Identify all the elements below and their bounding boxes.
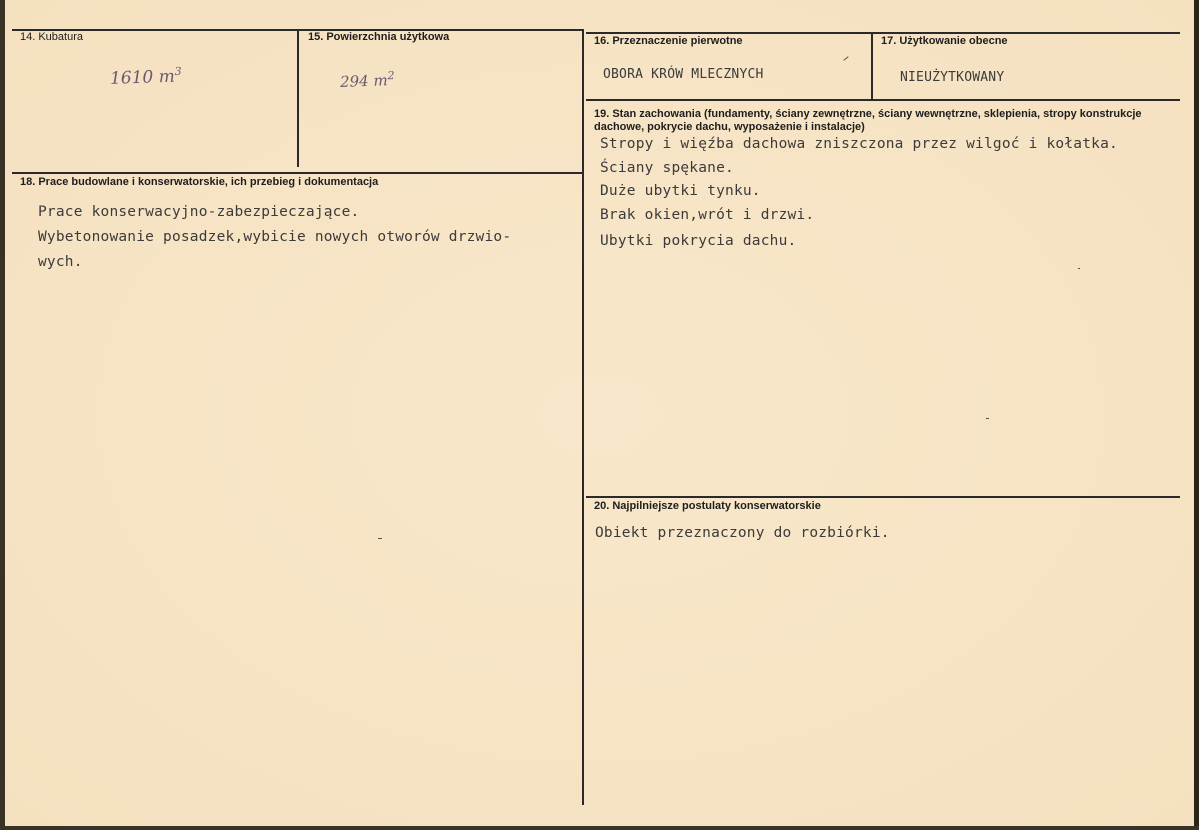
top-rule-right: [586, 32, 1180, 34]
bottom-edge-shadow: [0, 826, 1199, 830]
powierzchnia-label: 15. Powierzchnia użytkowa: [308, 31, 450, 43]
center-divider: [582, 30, 584, 805]
przeznaczenie-label: 16. Przeznaczenie pierwotne: [594, 35, 743, 47]
paper-speck: [378, 538, 382, 539]
kubatura-unit-sup: 3: [174, 64, 182, 78]
prace-line-2: Wybetonowanie posadzek,wybicie nowych otworów drzwio-: [38, 229, 512, 245]
powierzchnia-unit-sup: 2: [387, 69, 395, 83]
rule-above-20: [586, 496, 1180, 498]
stan-line-2: Ściany spękane.: [600, 160, 734, 176]
stan-zachowania-label: 19. Stan zachowania (fundamenty, ściany zewnętrzne, ściany wewnętrzne, sklepienia, stropy konstrukcje dachowe, pokrycie dachu, wyposażenie i instalacje): [594, 108, 1142, 133]
right-edge-shadow: [1194, 0, 1199, 830]
postulaty-line-1: Obiekt przeznaczony do rozbiórki.: [595, 525, 890, 541]
paper-speck: [843, 56, 848, 61]
paper-speck: [986, 418, 989, 419]
prace-line-1: Prace konserwacyjno-zabezpieczające.: [38, 204, 360, 220]
rule-above-18: [12, 172, 584, 174]
kubatura-label: 14. Kubatura: [20, 31, 83, 43]
prace-line-3: wych.: [38, 254, 83, 270]
uzytkowanie-label: 17. Użytkowanie obecne: [881, 35, 1008, 47]
postulaty-label: 20. Najpilniejsze postulaty konserwatorskie: [594, 500, 821, 512]
przeznaczenie-value: OBORA KRÓW MLECZNYCH: [603, 67, 764, 82]
stan-line-4: Brak okien,wrót i drzwi.: [600, 207, 815, 223]
prace-label: 18. Prace budowlane i konserwatorskie, ich przebieg i dokumentacja: [20, 176, 379, 188]
stan-line-5: Ubytki pokrycia dachu.: [600, 233, 797, 249]
powierzchnia-value: [340, 69, 395, 91]
divider-14-15: [297, 30, 299, 167]
kubatura-value-text: 1610 m: [109, 66, 176, 89]
uzytkowanie-value: NIEUŻYTKOWANY: [900, 70, 1005, 85]
stan-line-1: Stropy i więźba dachowa zniszczona przez wilgoć i kołatka.: [600, 136, 1118, 152]
powierzchnia-value-text: 294 m: [339, 71, 388, 91]
kubatura-value: [110, 65, 183, 89]
paper-speck: [1078, 268, 1080, 269]
stan-line-3: Duże ubytki tynku.: [600, 183, 761, 199]
rule-under-16-17: [586, 99, 1180, 101]
left-edge-shadow: [0, 0, 5, 830]
divider-16-17: [871, 32, 873, 100]
